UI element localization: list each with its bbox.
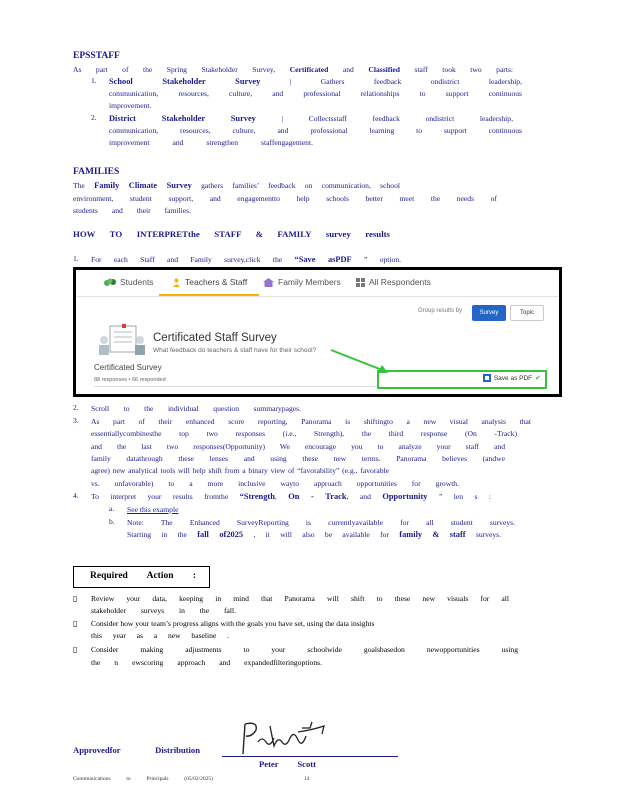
- group-results-label: Group results by: [418, 308, 463, 314]
- see-example-link[interactable]: See this example: [127, 505, 179, 514]
- list-number: 1.: [73, 254, 79, 263]
- action-line: Consider making adjustments to your schoolwide goalsbasedon newopportunities using: [91, 645, 518, 654]
- list-number: 3.: [73, 416, 79, 425]
- tab-teachers-staff[interactable]: Teachers & Staff: [172, 277, 247, 287]
- how-step-3-line: and the last two responses(Opportunity) We encourage you to analyze your staff and: [91, 442, 505, 451]
- tab-family-members[interactable]: Family Members: [263, 277, 341, 287]
- list-number: 4.: [73, 491, 79, 500]
- epsstaff-intro: As part of the Spring Stakeholder Survey, Certificated and Classified staff took two parts:: [73, 65, 514, 74]
- bullet-icon: ▯: [73, 619, 78, 628]
- how-step-3-line: As part of their enhanced score reporting, Panorama is shiftingto a new visual analysis that: [91, 417, 531, 426]
- save-as-pdf-highlight[interactable]: [377, 370, 547, 389]
- epsstaff-item-1: School Stakeholder Survey | Gathers feedback ondistrict leadership,: [109, 77, 523, 86]
- action-line: Consider how your team’s progress aligns with the goals you have set, using the data insights: [91, 619, 375, 628]
- how-step-4: To interpret your results fromthe “Strength, On - Track, and Opportunity ” len s :: [91, 492, 491, 501]
- action-line: stakeholder surveys in the fall.: [91, 606, 236, 615]
- action-line: the n ewscoring approach and expandedfilteringoptions.: [91, 658, 322, 667]
- note-line-1: Note: The Enhanced SurveyReporting is currentlyavailable for all student surveys.: [127, 518, 515, 527]
- page-number: 14: [304, 776, 310, 782]
- epsstaff-heading: EPSSTAFF: [73, 51, 120, 61]
- epsstaff-item-2-line2: communication, resources, culture, and professional learning to support continuous: [109, 126, 522, 135]
- how-step-3-line: vs. unfavorable) to a more inclusive wayto approach opportunities for growth.: [91, 479, 459, 488]
- families-line-1: The Family Climate Survey gathers families’ feedback on communication, school: [73, 181, 400, 190]
- action-line: this year as a new baseline .: [91, 631, 229, 640]
- how-step-3-line: agree) new analytical tools will help shift from a binary view of “favorability” (e.g., favorable: [91, 466, 389, 475]
- list-number: 2.: [91, 113, 97, 122]
- how-step-3-line: essentiallycombinesthe top two responses (i.e., Strength), the third response (On -Track): [91, 429, 517, 438]
- grid-icon: [356, 278, 365, 287]
- response-count: 88 responses • 66 responded: [94, 377, 166, 383]
- how-heading: HOW TO INTERPRETthe STAFF & FAMILY survey results: [73, 229, 390, 239]
- families-line-2: environment, student support, and engagementto help schools better meet the needs of: [73, 194, 497, 203]
- signature-line: [222, 756, 398, 757]
- survey-illustration-icon: [96, 324, 146, 358]
- list-number: 2.: [73, 403, 79, 412]
- save-as-pdf-button[interactable]: Save as PDF ✔: [483, 374, 541, 382]
- epsstaff-item-1-line2: communication, resources, culture, and professional relationships to support continuous: [109, 89, 522, 98]
- required-action-label: Required Action :: [90, 571, 196, 581]
- bullet-icon: ▯: [73, 645, 78, 654]
- survey-name: Certificated Survey: [94, 363, 162, 372]
- survey-title[interactable]: Certificated Staff Survey: [153, 332, 277, 344]
- approval-label: Approvedfor Distribution: [73, 745, 200, 755]
- required-action-box: [73, 566, 210, 588]
- signature: [240, 718, 330, 758]
- action-line: Review your data, keeping in mind that Panorama will shift to these new visuals for all: [91, 594, 509, 603]
- families-line-3: students and their families.: [73, 206, 191, 215]
- tab-students[interactable]: Students: [104, 277, 154, 287]
- pdf-icon: [483, 374, 491, 382]
- how-step-2: Scroll to the individual question summarypages.: [91, 404, 301, 413]
- epsstaff-item-2-line3: improvement and strengthen staffengagement.: [109, 138, 313, 147]
- panorama-screenshot: [73, 267, 562, 397]
- students-icon: [104, 278, 116, 287]
- how-step-1: For each Staff and Family survey,click the “Save asPDF ” option.: [91, 255, 402, 264]
- group-by-survey-button[interactable]: Survey: [472, 305, 506, 321]
- list-number: 1.: [91, 76, 97, 85]
- list-letter: a.: [109, 504, 115, 513]
- teacher-icon: [172, 278, 181, 287]
- approver-name: Peter Scott: [259, 759, 316, 769]
- epsstaff-item-2: District Stakeholder Survey | Collectsstaff feedback ondistrict leadership,: [109, 114, 513, 123]
- bullet-icon: ▯: [73, 594, 78, 603]
- home-icon: [263, 278, 274, 287]
- green-arrow-icon: [326, 344, 396, 378]
- check-icon: ✔: [535, 374, 541, 382]
- epsstaff-item-1-line3: improvement.: [109, 101, 152, 110]
- survey-subtitle: What feedback do teachers & staff have for their school?: [153, 347, 317, 354]
- tab-all-respondents[interactable]: All Respondents: [356, 277, 431, 287]
- divider: [94, 386, 384, 387]
- respondent-tabs: [76, 270, 559, 297]
- group-by-topic-button[interactable]: Topic: [510, 305, 544, 321]
- list-letter: b.: [109, 517, 115, 526]
- footer-text: Communications to Principals (05/02/2025): [73, 776, 213, 782]
- note-line-2: Starting in the fall of2025 , it will also be available for family & staff surveys.: [127, 530, 501, 539]
- active-tab-indicator: [159, 294, 259, 296]
- families-heading: FAMILIES: [73, 167, 120, 177]
- how-step-3-line: family datathrough these lenses and using these new terms. Panorama believes (andwe: [91, 454, 505, 463]
